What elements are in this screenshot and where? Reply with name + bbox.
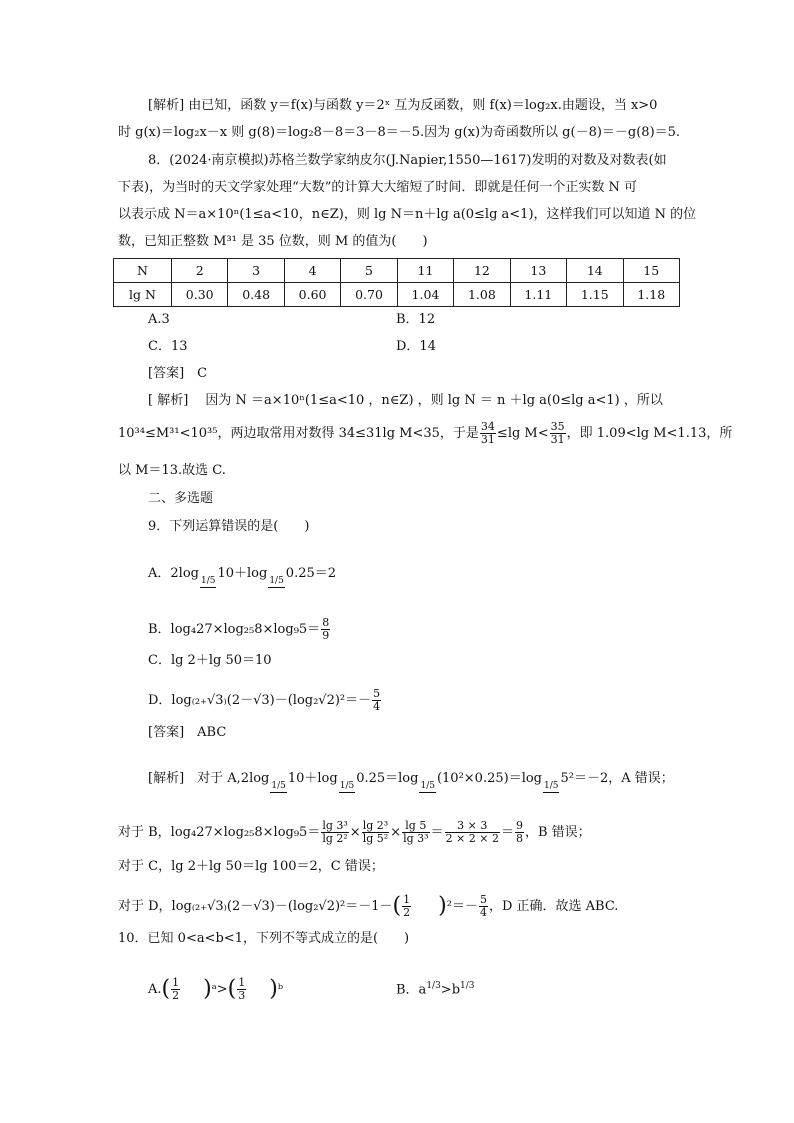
fraction [445,820,500,845]
table-row-lgn [114,283,680,307]
denominator: 9 [322,629,330,642]
text: ，D 正确．故选 ABC. [488,899,619,914]
text: 对于 D，log₍₂₊√3₎(2－√3)－(log₂√2)²＝－1－ [118,899,393,914]
q8-analysis-text-a: 10³⁴≤M³¹<10³⁵，两边取常用对数得 34≤31lg M<35，于是 [118,426,479,441]
numerator: 1 [403,893,411,906]
text: 0.25＝log [356,771,419,786]
open-paren: ( [227,976,237,1002]
table-cell: 1.15 [567,283,623,307]
fraction-5-4 [479,894,488,919]
numerator: 5 [479,893,487,906]
q9-analysis-b: 对于 B，log₄27×log₂₅8×log₉5＝ $\frac{\text{lg 3³}}{\text{lg 2²}}$ × $\frac{\text{lg 2³}}{\text{lg 5²}}$ × $\frac{\lg 5}{\text{lg 3³}}$ ＝ $\frac{3 \times 3}{2 \times 2 \times 2}$ ＝ $\frac{9}{8}$ ，B 错误； [118,819,591,845]
table-header-n: N [114,259,172,283]
numerator: lg 2³ [362,819,389,832]
open-paren: ( [161,976,171,1002]
fraction-5-4 [372,688,381,713]
fraction [402,820,429,845]
denominator: 2 [172,989,180,1002]
numerator: 5 [373,687,381,700]
table-cell: 5 [341,259,397,283]
table-header-lgn: lg N [114,283,172,307]
q7-analysis-line-1: [解析] 由已知，函数 y＝f(x)与函数 y＝2ˣ 互为反函数，则 f(x)＝log₂x.由题设，当 x>0 [148,98,658,113]
text: (10²×0.25)＝log [436,771,542,786]
text: ²＝－ [446,899,478,914]
fraction-1-3 [237,977,246,1002]
base-one-fifth [200,575,216,588]
q9-option-c: C．lg 2＋lg 50＝10 [148,653,272,668]
table-cell: 1.18 [623,283,680,307]
q9-analysis-a [148,770,674,793]
numerator: 1 [238,976,246,989]
close-paren: ) [203,976,212,1002]
base-one-fifth [270,780,286,793]
table-cell: 13 [510,259,566,283]
q9-analysis-d [118,894,618,919]
close-paren: ) [438,893,447,919]
q8-stem-line-4: 数，已知正整数 M³¹ 是 35 位数，则 M 的值为( ) [118,234,428,249]
fraction [321,820,348,845]
numerator: 8 [322,616,330,629]
denominator: 8 [516,832,523,845]
q9-option-b [148,617,331,642]
denominator: 4 [373,700,381,713]
fraction-34-31 [480,421,496,446]
base-one-fifth [339,780,355,793]
text: >b [440,982,461,998]
q8-answer: [答案] C [148,366,208,381]
table-cell: 0.30 [172,283,228,307]
table-cell: 4 [284,259,340,283]
q10-stem: 10．已知 0<a<b<1，下列不等式成立的是( ) [118,931,410,946]
q8-analysis-line-1: [ 解析] 因为 N ＝a×10ⁿ(1≤a<10 ，n∈Z) ，则 lg N ＝ n ＋lg a(0≤lg a<1) ，所以 [148,393,663,408]
base-one-fifth [419,780,435,793]
table-cell: 12 [454,259,510,283]
q9-analysis-c: 对于 C，lg 2＋lg 50＝lg 100＝2，C 错误； [118,859,384,874]
denominator: 31 [480,433,495,446]
table-cell: 1.11 [510,283,566,307]
table-cell: 0.60 [284,283,340,307]
q9-b-text: B．log₄27×log₂₅8×log₉5＝ [148,622,321,637]
log-base: 1/5 [544,781,559,791]
fraction [515,820,524,845]
table-cell: 0.70 [341,283,397,307]
q8-option-b: B．12 [396,312,436,327]
q9-a-part-1: A．2log [148,566,199,581]
table-cell: 2 [172,259,228,283]
text: 对于 B，log₄27×log₂₅8×log₉5＝ [118,825,321,840]
numerator: 3 × 3 [445,820,500,833]
q10-option-a [148,977,283,1002]
table-cell: 1.04 [397,283,453,307]
denominator: 4 [479,906,487,919]
denominator: 31 [550,433,565,446]
log-base: 1/5 [271,781,286,791]
table-cell: 15 [623,259,680,283]
table-cell: 14 [567,259,623,283]
base-one-fifth [543,780,559,793]
fraction [362,820,389,845]
q9-a-part-2: 10＋log [217,566,268,581]
q8-analysis-line-2 [118,421,732,446]
numerator: lg 5 [402,820,429,833]
q8-option-c: C．13 [148,339,188,354]
numerator: 35 [550,420,565,433]
open-paren: ( [392,893,402,919]
q9-option-d [148,688,382,713]
close-paren: ) [269,976,278,1002]
denominator: 2 × 2 × 2 [445,832,499,845]
q8-analysis-text-b: ≤lg M< [496,426,549,441]
numerator: lg 3³ [322,819,348,832]
denominator: lg 3³ [403,832,429,845]
log-base: 1/5 [269,576,284,586]
text: B．a [396,982,427,998]
table-cell: 3 [228,259,284,283]
text: 10＋log [287,771,338,786]
fraction-1-2 [402,894,411,919]
denominator: 3 [238,989,246,1002]
q8-stem-line-3: 以表示成 N＝a×10ⁿ(1≤a<10，n∈Z)，则 lg N＝n＋lg a(0≤lg a<1)，这样我们可以知道 N 的位 [118,207,697,222]
section-title: 二、多选题 [148,491,214,506]
q8-option-a: A.3 [148,312,170,327]
denominator: lg 2² [322,832,348,845]
base-one-fifth [268,575,284,588]
fraction-1-2 [171,977,180,1002]
denominator: lg 5² [362,832,389,845]
text: 5²＝－2，A 错误； [560,771,674,786]
table-cell: 0.48 [228,283,284,307]
q9-a-part-3: 0.25＝2 [285,566,337,581]
log-base: 1/5 [339,781,355,791]
exponent: 1/3 [460,981,475,991]
table-row-n [114,259,680,283]
text: ᵃ> [211,982,228,997]
denominator: 2 [403,906,411,919]
q8-stem-line-2: 下表)，为当时的天文学家处理“大数”的计算大大缩短了时间．即就是任何一个正实数 N 可 [118,180,638,195]
log-base: 1/5 [200,576,216,586]
exponent: 1/3 [426,981,441,991]
q9-option-a [148,565,336,588]
q7-analysis-line-2: 时 g(x)＝log₂x－x 则 g(8)＝log₂8－8＝3－8＝－5.因为 g(x)为奇函数所以 g(－8)＝－g(8)＝5. [118,125,681,140]
text: [解析] 对于 A,2log [148,771,270,786]
q8-analysis-line-3: 以 M＝13.故选 C. [118,463,226,478]
text: A. [148,982,162,997]
q8-analysis-text-c: ，即 1.09<lg M<1.13，所 [566,426,733,441]
q9-d-text: D．log₍₂₊√3₎(2－√3)－(log₂√2)²＝－ [148,693,372,708]
log-base: 1/5 [420,781,435,791]
q10-option-b [396,977,475,999]
numerator: 1 [172,976,180,989]
text: ，B 错误； [525,825,591,840]
numerator: 34 [480,420,495,433]
numerator: 9 [516,819,523,832]
q9-stem: 9．下列运算错误的是( ) [148,519,310,534]
fraction-8-9 [321,617,330,642]
fraction-35-31 [550,421,566,446]
q8-option-d: D．14 [396,339,436,354]
q9-answer: [答案] ABC [148,725,227,740]
text: ᵇ [277,982,284,997]
table-cell: 11 [397,259,453,283]
q8-stem-line-1: 8．(2024·南京模拟)苏格兰数学家纳皮尔(J.Napier,1550—1617)发明的对数及对数表(如 [148,153,667,168]
log-table [113,258,680,307]
table-cell: 1.08 [454,283,510,307]
